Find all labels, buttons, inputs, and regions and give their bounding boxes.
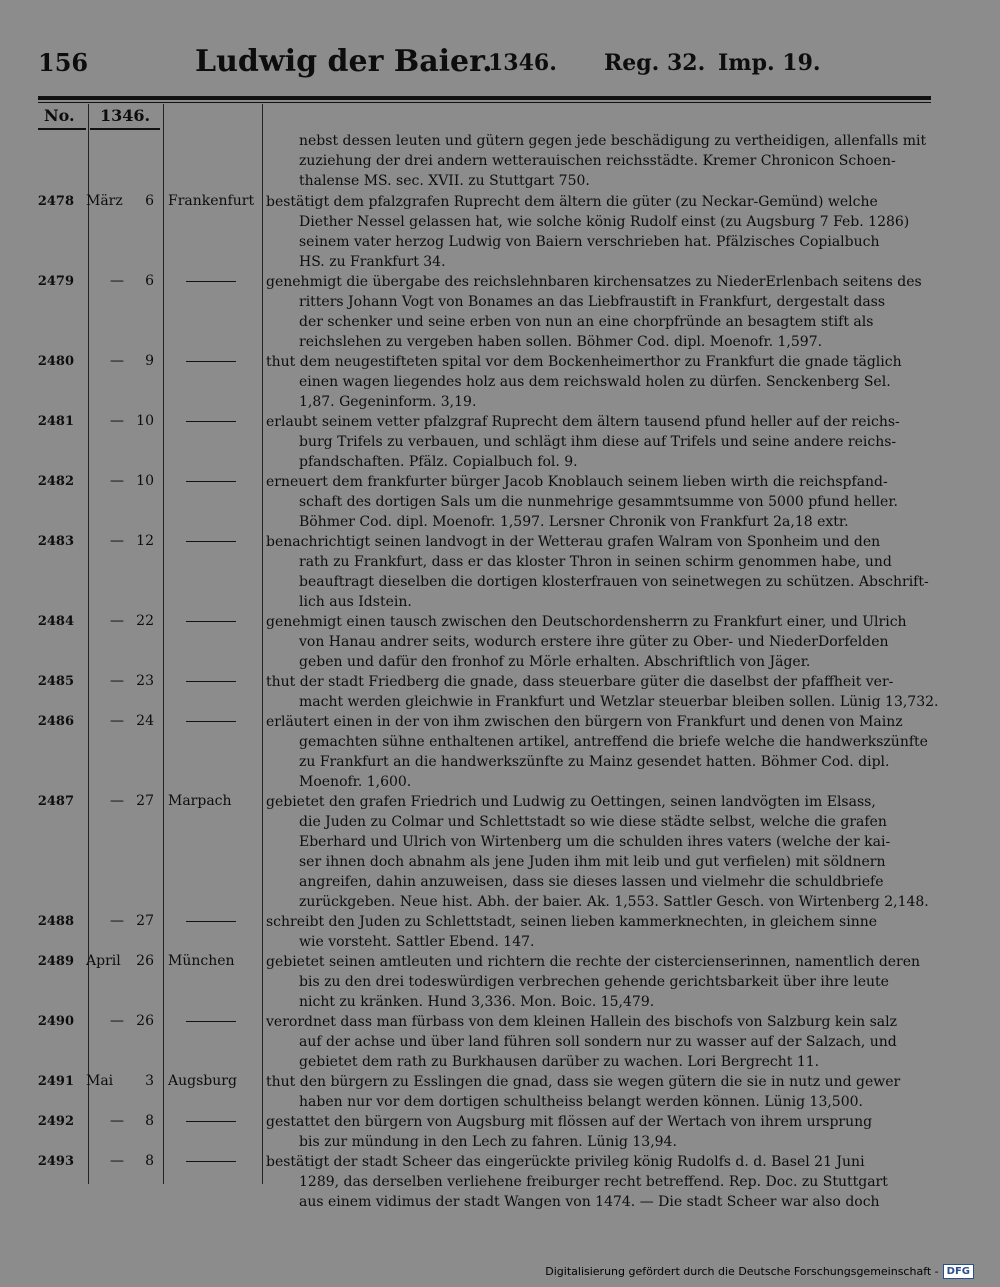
entry-number: 2488 [37,914,74,929]
ditto-dash [186,1161,236,1162]
entry-month: — [110,673,124,689]
text-line: bestätigt dem pfalzgrafen Ruprecht dem ältern die güter (zu Neckar-Gemünd) welche [266,194,878,210]
entry-month: — [110,613,124,629]
text-line: burg Trifels zu verbauen, und schlägt ihm diese auf Trifels und seine andere reichs- [299,434,897,450]
text-line: aus einem vidimus der stadt Wangen von 1474. — Die stadt Scheer war also doch [299,1194,880,1210]
text-line: bis zur mündung in den Lech zu fahren. Lünig 13,94. [299,1134,677,1150]
entry-text [266,532,928,612]
dfg-logo-icon: DFG [943,1264,974,1279]
running-title: Ludwig der Baier. [195,44,493,79]
text-line: gebietet seinen amtleuten und richtern die rechte der cistercienserinnen, namentlich deren [266,954,921,970]
text-line: einen wagen liegendes holz aus dem reichswald holen zu dürfen. Senckenberg Sel. [299,374,891,390]
entry-number: 2485 [37,674,74,689]
entry-number: 2483 [37,534,74,549]
ditto-dash [186,361,236,362]
entry-text [266,272,928,352]
text-line: zu Frankfurt an die handwerkszünfte zu Mainz gesendet hatten. Böhmer Cod. dipl. [299,754,890,770]
text-line: 1289, das derselben verliehene freiburger recht betreffend. Rep. Doc. zu Stuttgart [299,1174,888,1190]
text-line: gemachten sühne enthaltenen artikel, antreffend die briefe welche die handwerkszünfte [299,734,928,750]
text-line: 1,87. Gegeninform. 3,19. [299,394,477,410]
text-line: verordnet dass man fürbass von dem kleinen Hallein des bischofs von Salzburg kein salz [266,1014,897,1030]
entry-day: 9 [145,353,154,369]
header-imp: Imp. 19. [718,50,821,76]
ditto-dash [186,721,236,722]
page-footer [545,1264,974,1279]
header-rule-thin [38,102,931,103]
entry-text [266,412,928,472]
entry-day: 6 [145,273,154,289]
ditto-dash [186,281,236,282]
text-line: Böhmer Cod. dipl. Moenofr. 1,597. Lersner Chronik von Frankfurt 2a,18 extr. [299,514,849,530]
entry-day: 27 [136,793,154,809]
entry-month: März [86,193,123,209]
text-line: haben nur vor dem dortigen schultheiss belangt werden können. Lünig 13,500. [299,1094,863,1110]
entry-text [266,612,928,672]
entry-place: Frankenfurt [168,193,255,209]
ditto-dash [186,1121,236,1122]
text-line: genehmigt einen tausch zwischen den Deutschordensherrn zu Frankfurt einer, und Ulrich [266,614,907,630]
entry-text [266,1152,928,1212]
text-line: Moenofr. 1,600. [299,774,412,790]
text-line: der schenker und seine erben von nun an eine chorpfründe an besagtem stift als [299,314,874,330]
entry-day: 26 [136,1013,154,1029]
column-header-year: 1346. [100,106,151,125]
text-line: erlaubt seinem vetter pfalzgraf Ruprecht dem ältern tausend pfund heller auf der reichs- [266,414,900,430]
page-number: 156 [38,48,89,77]
entry-month: — [110,1113,124,1129]
entry-text [266,1072,928,1112]
entry-month: — [110,533,124,549]
text-line: rath zu Frankfurt, dass er das kloster Thron in seinen schirm genommen habe, und [299,554,892,570]
entry-place: Augsburg [168,1073,237,1089]
entry-month: — [110,1013,124,1029]
page-header [38,44,930,84]
entry-day: 24 [136,713,154,729]
entry-month: — [110,353,124,369]
entry-text [266,952,928,1012]
entry-day: 26 [136,953,154,969]
entry-number: 2479 [37,274,74,289]
text-line: gebietet den grafen Friedrich und Ludwig zu Oettingen, seinen landvögten im Elsass, [266,794,876,810]
column-divider [88,104,89,1184]
entry-text [266,472,928,532]
text-line: Diether Nessel gelassen hat, wie solche könig Rudolf einst (zu Augsburg 7 Feb. 1286) [299,214,910,230]
header-rule-thick [38,96,931,100]
entry-month: — [110,913,124,929]
text-line: reichslehen zu vergeben haben sollen. Böhmer Cod. dipl. Moenofr. 1,597. [299,334,823,350]
text-line: thut den bürgern zu Esslingen die gnad, dass sie wegen gütern die sie in nutz und gewer [266,1074,901,1090]
header-reg: Reg. 32. [604,50,706,76]
column-header-underline-year [90,128,160,130]
entry-text [266,672,939,712]
text-line: erläutert einen in der von ihm zwischen den bürgern von Frankfurt und denen von Mainz [266,714,903,730]
entry-number: 2482 [37,474,74,489]
text-line: thalense MS. sec. XVII. zu Stuttgart 750. [299,173,590,189]
ditto-dash [186,1021,236,1022]
column-divider [163,104,164,1184]
entry-month: — [110,1153,124,1169]
entry-text [266,352,928,412]
text-line: thut dem neugestifteten spital vor dem Bockenheimerthor zu Frankfurt die gnade täglich [266,354,902,370]
text-line: zurückgeben. Neue hist. Abh. der baier. Ak. 1,553. Sattler Gesch. von Wirtenberg 2,148. [299,894,929,910]
text-line: ser ihnen doch abnahm als jene Juden ihm mit leib und gut verfielen) mit söldnern [299,854,886,870]
entry-text [266,712,928,792]
footer-text: Digitalisierung gefördert durch die Deutsche Forschungsgemeinschaft - [545,1265,939,1278]
text-line: erneuert dem frankfurter bürger Jacob Knoblauch seinem lieben wirth die reichspfand- [266,474,888,490]
text-line: schaft des dortigen Sals um die nunmehrige gesammtsumme von 5000 pfund heller. [299,494,898,510]
entry-number: 2478 [37,194,74,209]
text-line: angreifen, dahin anzuweisen, dass sie dieses lassen und vielmehr die schuldbriefe [299,874,884,890]
lead-in-text [266,131,928,191]
text-line: genehmigt die übergabe des reichslehnbaren kirchensatzes zu NiederErlenbach seitens des [266,274,922,290]
entry-day: 6 [145,193,154,209]
text-line: HS. zu Frankfurt 34. [299,254,446,270]
entry-number: 2487 [37,794,74,809]
entry-number: 2490 [37,1014,74,1029]
entry-number: 2493 [37,1154,74,1169]
text-line: bis zu den drei todeswürdigen verbrechen gehende gerichtsbarkeit über ihre leute [299,974,889,990]
text-line: Eberhard und Ulrich von Wirtenberg um die schulden ihres vaters (welche der kai- [299,834,891,850]
entry-place: Marpach [168,793,232,809]
entry-text [266,912,928,952]
text-line: macht werden gleichwie in Frankfurt und Wetzlar steuerbar bleiben sollen. Lünig 13,732. [299,694,939,710]
entry-day: 10 [136,413,154,429]
text-line: gestattet den bürgern von Augsburg mit flössen auf der Wertach von ihrem ursprung [266,1114,873,1130]
entry-month: — [110,793,124,809]
entry-day: 23 [136,673,154,689]
entry-day: 12 [136,533,154,549]
text-line: gebietet dem rath zu Burkhausen darüber zu wachen. Lori Bergrecht 11. [299,1054,820,1070]
text-line: ritters Johann Vogt von Bonames an das Liebfraustift in Frankfurt, dergestalt dass [299,294,886,310]
entry-number: 2492 [37,1114,74,1129]
text-line: bestätigt der stadt Scheer das eingerückte privileg könig Rudolfs d. d. Basel 21 Juni [266,1154,865,1170]
entry-place: München [168,953,235,969]
text-line: beauftragt dieselben die dortigen klosterfrauen von seinetwegen zu schützen. Abschrift- [299,574,929,590]
entry-day: 22 [136,613,154,629]
ditto-dash [186,481,236,482]
column-divider [262,104,263,1184]
ditto-dash [186,541,236,542]
entry-number: 2481 [37,414,74,429]
entry-text [266,1112,928,1152]
ditto-dash [186,921,236,922]
entry-month: — [110,273,124,289]
text-line: pfandschaften. Pfälz. Copialbuch fol. 9. [299,454,578,470]
text-line: geben und dafür den fronhof zu Mörle erhalten. Abschriftlich von Jäger. [299,654,811,670]
ditto-dash [186,421,236,422]
entry-month: — [110,413,124,429]
ditto-dash [186,621,236,622]
text-line: nebst dessen leuten und gütern gegen jede beschädigung zu vertheidigen, allenfalls mit [299,133,927,149]
text-line: nicht zu kränken. Hund 3,336. Mon. Boic. 15,479. [299,994,655,1010]
entry-month: — [110,713,124,729]
entry-day: 27 [136,913,154,929]
text-line: die Juden zu Colmar und Schlettstadt so wie diese städte selbst, welche die grafen [299,814,887,830]
text-line: wie vorsteht. Sattler Ebend. 147. [299,934,535,950]
entry-day: 3 [145,1073,154,1089]
entry-number: 2489 [37,954,74,969]
entry-number: 2486 [37,714,74,729]
entry-number: 2480 [37,354,74,369]
entry-number: 2491 [37,1074,74,1089]
entry-number: 2484 [37,614,74,629]
entry-month: Mai [86,1073,114,1089]
entry-month: — [110,473,124,489]
entry-day: 10 [136,473,154,489]
entry-day: 8 [145,1153,154,1169]
text-line: zuziehung der drei andern wetterauischen reichsstädte. Kremer Chronicon Schoen- [299,153,896,169]
text-line: schreibt den Juden zu Schlettstadt, seinen lieben kammerknechten, in gleichem sinne [266,914,878,930]
ditto-dash [186,681,236,682]
text-line: auf der achse und über land führen soll sondern nur zu wasser auf der Salzach, und [299,1034,897,1050]
text-line: benachrichtigt seinen landvogt in der Wetterau grafen Walram von Sponheim und den [266,534,881,550]
column-header-underline-no [38,128,86,130]
text-line: thut der stadt Friedberg die gnade, dass steuerbare güter die daselbst der pfaffheit ver- [266,674,894,690]
header-year: 1346. [488,50,557,76]
entry-text [266,792,928,912]
entry-month: April [86,953,121,969]
entry-text [266,192,928,272]
text-line: seinem vater herzog Ludwig von Baiern verschrieben hat. Pfälzisches Copialbuch [299,234,880,250]
text-line: von Hanau andrer seits, wodurch erstere ihre güter zu Ober- und NiederDorfelden [299,634,889,650]
entry-day: 8 [145,1113,154,1129]
text-line: lich aus Idstein. [299,594,412,610]
entry-text [266,1012,928,1072]
column-header-no: No. [44,106,75,125]
